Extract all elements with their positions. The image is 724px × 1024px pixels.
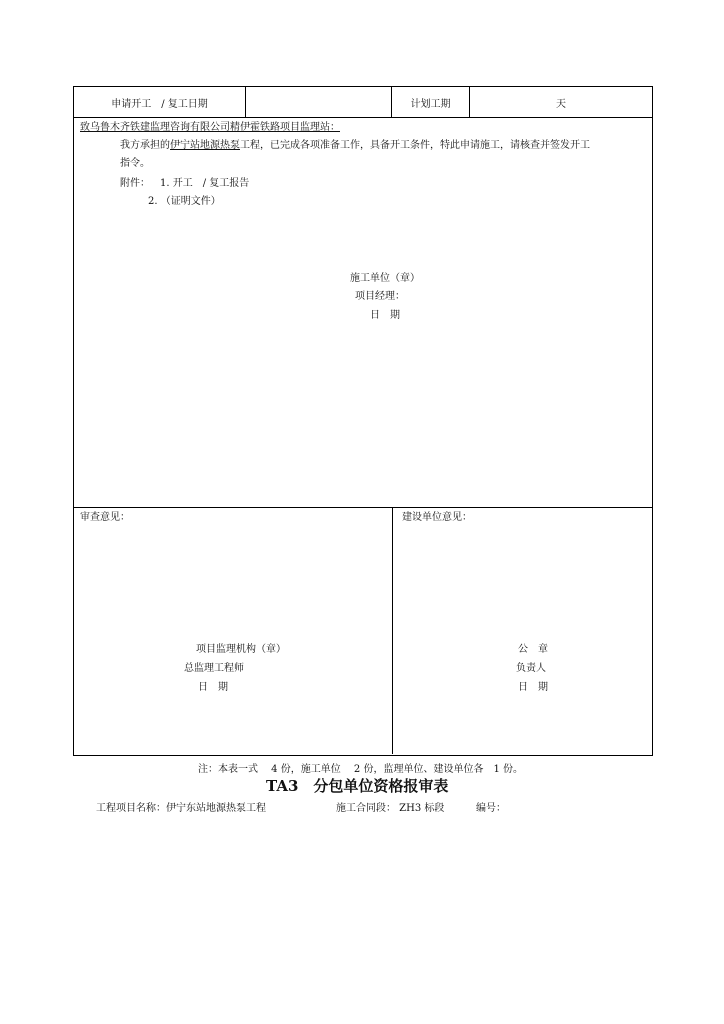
next-form-title: TA3 分包单位资格报审表 [266,777,449,795]
project-name: 伊宁站地源热泵 [170,140,240,151]
owner-label: 建设单位意见： [402,512,472,523]
work-start-application-form [73,86,653,756]
planned-period-unit: 天 [556,98,566,110]
contract-section-field: 施工合同段： ZH3 标段 [336,803,445,814]
attachments-label: 附件： [120,178,150,189]
attachment-1: 1. 开工 / 复工报告 [160,178,250,189]
header-row [74,87,652,118]
supervision-org-seal: 项目监理机构（章） [196,644,286,655]
start-date-value [246,87,392,117]
form-note: 注：本表一式 4 份，施工单位 2 份，监理单位、建设单位各 1 份。 [198,764,523,775]
start-date-label: 申请开工 / 复工日期 [74,87,246,117]
review-section [74,507,393,754]
number-field: 编号： [476,803,506,814]
planned-period-label: 计划工期 [392,87,470,117]
project-manager: 项目经理： [355,291,405,302]
application-paragraph-line2: 指令。 [120,158,150,169]
attachment-2: 2. （证明文件） [148,196,221,207]
owner-person: 负责人 [516,663,546,674]
contractor-seal: 施工单位（章） [350,273,420,284]
addressee: 致乌鲁木齐铁建监理咨询有限公司精伊霍铁路项目监理站： [80,122,340,133]
owner-date: 日 期 [518,682,548,693]
application-body [74,117,652,508]
project-name-field: 工程项目名称：伊宁东站地源热泵工程 [96,803,266,814]
owner-section [392,507,652,754]
application-date: 日 期 [370,310,400,321]
chief-engineer: 总监理工程师 [184,663,244,674]
owner-seal: 公 章 [518,644,548,655]
application-paragraph: 我方承担的伊宁站地源热泵工程，已完成各项准备工作，具备开工条件，特此申请施工，请核查并签发开工 [120,140,590,151]
review-label: 审查意见： [80,512,130,523]
review-date: 日 期 [198,682,228,693]
